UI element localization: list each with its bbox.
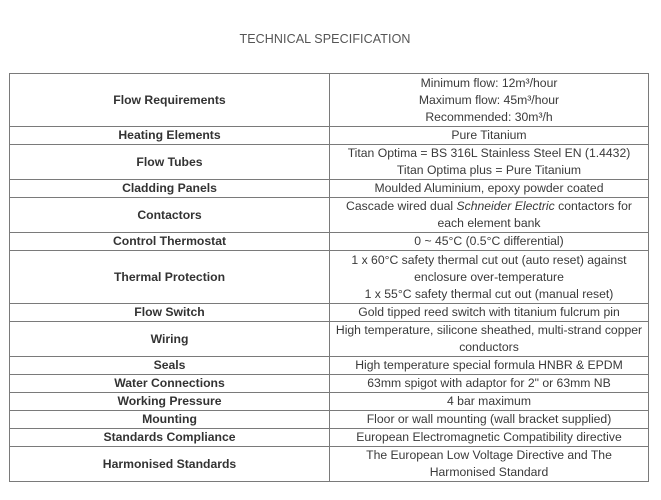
value-line: 63mm spigot with adaptor for 2" or 63mm NB bbox=[367, 376, 611, 390]
row-value bbox=[330, 180, 649, 198]
row-value bbox=[330, 251, 649, 304]
row-label: Heating Elements bbox=[10, 127, 330, 145]
row-label: Wiring bbox=[10, 322, 330, 357]
row-label: Cladding Panels bbox=[10, 180, 330, 198]
row-value bbox=[330, 375, 649, 393]
row-label: Mounting bbox=[10, 411, 330, 429]
value-line: 0 ~ 45°C (0.5°C differential) bbox=[414, 234, 564, 248]
row-value bbox=[330, 411, 649, 429]
value-line: Recommended: 30m³/h bbox=[425, 109, 553, 124]
row-label: Flow Tubes bbox=[10, 145, 330, 180]
row-label: Harmonised Standards bbox=[10, 447, 330, 482]
table-row bbox=[10, 145, 649, 180]
table-row bbox=[10, 393, 649, 411]
row-label: Thermal Protection bbox=[10, 251, 330, 304]
row-label: Contactors bbox=[10, 198, 330, 233]
row-label: Flow Requirements bbox=[10, 74, 330, 127]
value-line: European Electromagnetic Compatibility directive bbox=[356, 430, 622, 444]
row-label: Control Thermostat bbox=[10, 233, 330, 251]
table-row bbox=[10, 198, 649, 233]
value-line: 1 x 55°C safety thermal cut out (manual reset) bbox=[364, 286, 614, 301]
row-value bbox=[330, 447, 649, 482]
table-row bbox=[10, 127, 649, 145]
table-row bbox=[10, 74, 649, 127]
table-row bbox=[10, 251, 649, 304]
value-line: Pure Titanium bbox=[451, 128, 527, 142]
value-line bbox=[331, 198, 647, 215]
row-label: Seals bbox=[10, 357, 330, 375]
value-line: Floor or wall mounting (wall bracket supplied) bbox=[366, 412, 612, 426]
table-row bbox=[10, 375, 649, 393]
table-row bbox=[10, 429, 649, 447]
row-value bbox=[330, 145, 649, 180]
value-line: enclosure over-temperature bbox=[414, 269, 564, 284]
value-line: Maximum flow: 45m³/hour bbox=[418, 92, 560, 107]
value-line: Titan Optima plus = Pure Titanium bbox=[396, 163, 582, 177]
value-line: The European Low Voltage Directive and The bbox=[366, 448, 612, 462]
value-text: Cascade wired dual bbox=[346, 199, 457, 213]
row-value bbox=[330, 74, 649, 127]
table-row bbox=[10, 233, 649, 251]
row-value bbox=[330, 233, 649, 251]
row-value bbox=[330, 127, 649, 145]
spec-table bbox=[9, 73, 649, 482]
value-line: Titan Optima = BS 316L Stainless Steel EN (1.4432) bbox=[347, 146, 631, 160]
value-line: High temperature, silicone sheathed, multi-strand copper bbox=[335, 323, 643, 337]
row-value bbox=[330, 393, 649, 411]
value-text: contactors for bbox=[554, 199, 632, 213]
value-line: each element bank bbox=[437, 216, 541, 230]
row-value bbox=[330, 304, 649, 322]
table-row bbox=[10, 357, 649, 375]
value-line: Minimum flow: 12m³/hour bbox=[420, 75, 558, 90]
table-row bbox=[10, 411, 649, 429]
value-line: Harmonised Standard bbox=[429, 465, 549, 479]
row-label: Water Connections bbox=[10, 375, 330, 393]
row-label: Standards Compliance bbox=[10, 429, 330, 447]
row-label: Flow Switch bbox=[10, 304, 330, 322]
value-line: High temperature special formula HNBR & EPDM bbox=[355, 358, 623, 372]
row-value bbox=[330, 322, 649, 357]
value-line: conductors bbox=[459, 340, 519, 354]
row-value bbox=[330, 198, 649, 233]
page-title: TECHNICAL SPECIFICATION bbox=[239, 32, 411, 46]
value-line: Gold tipped reed switch with titanium fulcrum pin bbox=[358, 305, 620, 319]
value-line: 4 bar maximum bbox=[447, 394, 531, 408]
value-line: 1 x 60°C safety thermal cut out (auto reset) against bbox=[351, 252, 627, 267]
row-label: Working Pressure bbox=[10, 393, 330, 411]
table-row bbox=[10, 322, 649, 357]
row-value bbox=[330, 357, 649, 375]
value-line: Moulded Aluminium, epoxy powder coated bbox=[374, 181, 604, 195]
table-row bbox=[10, 304, 649, 322]
row-value bbox=[330, 429, 649, 447]
table-row bbox=[10, 447, 649, 482]
brand-name: Schneider Electric bbox=[456, 199, 555, 213]
table-row bbox=[10, 180, 649, 198]
